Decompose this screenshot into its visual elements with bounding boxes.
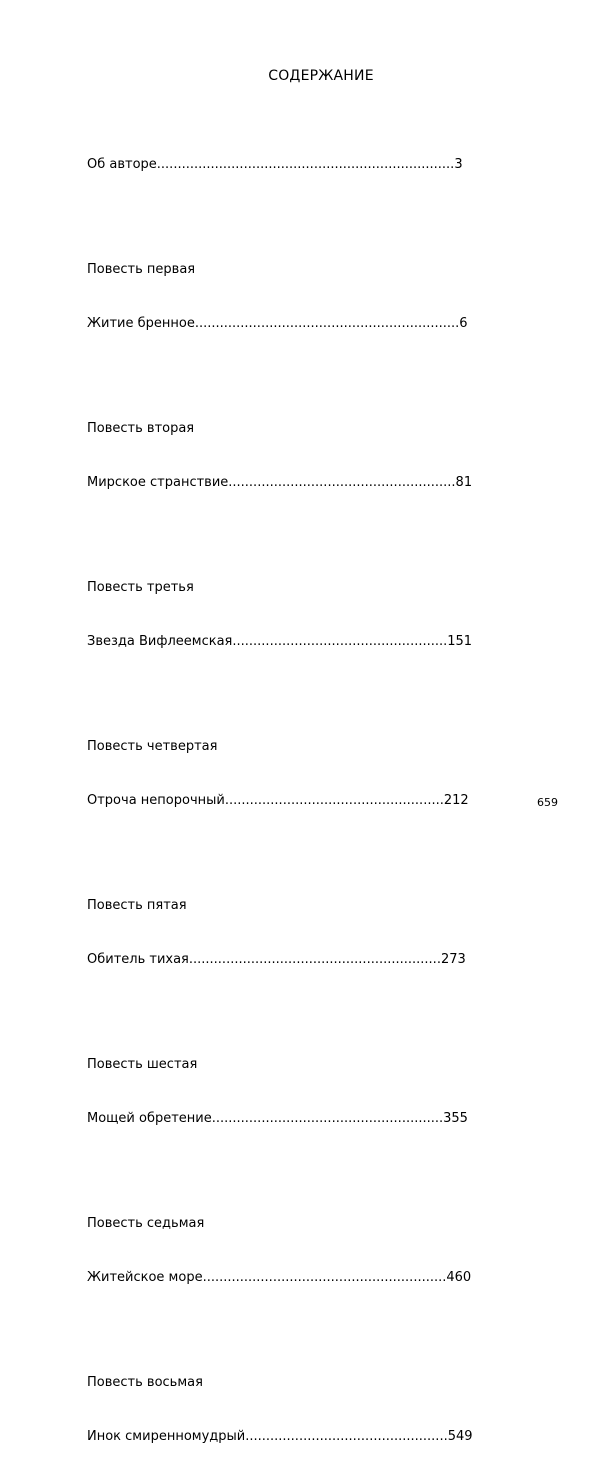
toc-entry-heading: Повесть третья [87, 580, 194, 595]
toc-entry-line: Обитель тихая.............................................................273 [87, 952, 466, 967]
toc-entry-story-2 [87, 384, 473, 528]
toc-entry-heading: Повесть шестая [87, 1057, 198, 1072]
toc-entry-line: Отроча непорочный.....................................................212 [87, 793, 469, 808]
toc-entry-line: Житейское море...........................................................460 [87, 1270, 472, 1285]
toc-entry-story-8 [87, 1338, 473, 1482]
toc-entry-story-4 [87, 702, 467, 846]
toc-entry-story-1 [87, 225, 467, 369]
toc-entry-line: Житие бренное................................................................6 [87, 316, 468, 331]
toc-entry-line: Мирское странствие.......................................................81 [87, 475, 473, 490]
toc-entry-heading: Повесть пятая [87, 898, 187, 913]
table-of-contents [87, 120, 473, 1482]
toc-entry-about-author [87, 120, 467, 210]
toc-entry-heading: Повесть седьмая [87, 1216, 205, 1231]
toc-entry-line: Звезда Вифлеемская....................................................151 [87, 634, 473, 649]
toc-entry-heading: Повесть четвертая [87, 739, 218, 754]
toc-entry-line: Об авторе........................................................................3 [87, 157, 463, 172]
toc-entry-story-3 [87, 543, 473, 687]
toc-entry-heading: Повесть восьмая [87, 1375, 203, 1390]
toc-entry-story-7 [87, 1179, 472, 1323]
page-title: СОДЕРЖАНИЕ [268, 68, 374, 84]
page-number: 659 [537, 796, 558, 809]
toc-entry-line: Инок смиренномудрый.................................................549 [87, 1429, 473, 1444]
toc-entry-heading: Повесть первая [87, 262, 196, 277]
toc-entry-story-6 [87, 1020, 467, 1164]
toc-entry-line: Мощей обретение........................................................355 [87, 1111, 468, 1126]
toc-entry-heading: Повесть вторая [87, 421, 195, 436]
toc-entry-story-5 [87, 861, 467, 1005]
